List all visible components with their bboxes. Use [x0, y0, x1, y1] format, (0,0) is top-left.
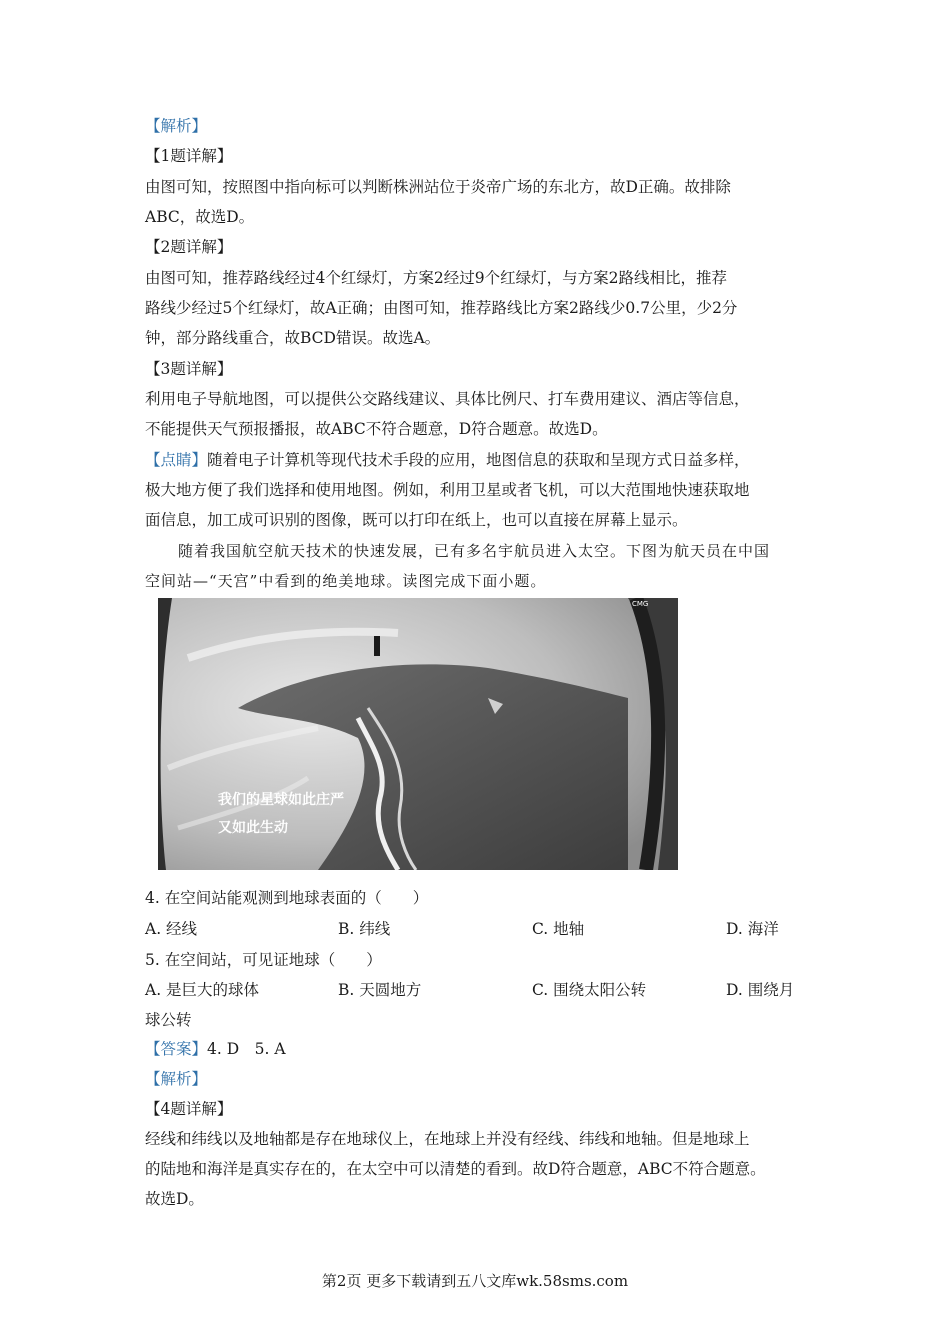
q5-option-a: A. 是巨大的球体 [145, 981, 260, 999]
earth-photo-drawing [158, 598, 678, 870]
earth-from-space-photo [158, 598, 678, 870]
q5-option-d-continued: 球公转 [145, 1011, 192, 1029]
q5-option-c: C. 围绕太阳公转 [532, 981, 647, 999]
q5-option-b: B. 天圆地方 [338, 981, 422, 999]
q1-detail-heading: 【1题详解】 [145, 147, 233, 165]
q2-explanation-line: 由图可知，推荐路线经过4个红绿灯，方案2经过9个红绿灯，与方案2路线相比，推荐 [145, 269, 727, 287]
answer-line [145, 1039, 286, 1059]
tip-line: 面信息，加工成可识别的图像，既可以打印在纸上，也可以直接在屏幕上显示。 [145, 511, 688, 529]
photo-caption-line-2: 又如此生动 [218, 820, 288, 836]
page-footer: 第2页 更多下载请到五八文库wk.58sms.com [321, 1272, 629, 1290]
q2-detail-heading: 【2题详解】 [145, 238, 233, 256]
tip-tag: 【点睛】 [145, 451, 208, 469]
section-1-analysis-heading: 【解析】 [145, 117, 208, 135]
q4-explanation-line: 经线和纬线以及地轴都是存在地球仪上，在地球上并没有经线、纬线和地轴。但是地球上 [145, 1130, 750, 1148]
q1-explanation-line: ABC，故选D。 [145, 208, 255, 226]
intro-line: 空间站—“天宫”中看到的绝美地球。读图完成下面小题。 [145, 572, 547, 590]
q3-explanation-line: 利用电子导航地图，可以提供公交路线建议、具体比例尺、打车费用建议、酒店等信息， [145, 390, 750, 408]
q4-explanation-line: 故选D。 [145, 1190, 204, 1208]
q4-option-b: B. 纬线 [338, 920, 391, 938]
photo-caption-line-1: 我们的星球如此庄严 [218, 792, 344, 808]
q2-explanation-line: 钟，部分路线重合，故BCD错误。故选A。 [145, 329, 441, 347]
tip-line: 极大地方便了我们选择和使用地图。例如，利用卫星或者飞机，可以大范围地快速获取地 [145, 481, 750, 499]
q4-stem: 4. 在空间站能观测到地球表面的（ ） [145, 889, 429, 907]
q4-explanation-line: 的陆地和海洋是真实存在的，在太空中可以清楚的看到。故D符合题意，ABC不符合题意。 [145, 1160, 766, 1178]
answer-tag: 【答案】 [145, 1040, 208, 1058]
section-2-analysis-heading: 【解析】 [145, 1070, 208, 1088]
q4-detail-heading: 【4题详解】 [145, 1100, 233, 1118]
q3-explanation-line: 不能提供天气预报播报，故ABC不符合题意，D符合题意。故选D。 [145, 420, 608, 438]
answer-text: 4. D 5. A [207, 1040, 286, 1058]
intro-line: 随着我国航空航天技术的快速发展，已有多名宇航员进入太空。下图为航天员在中国 [178, 542, 771, 560]
q1-explanation-line: 由图可知，按照图中指向标可以判断株洲站位于炎帝广场的东北方，故D正确。故排除 [145, 178, 731, 196]
tip-paragraph [145, 450, 750, 470]
q4-option-c: C. 地轴 [532, 920, 585, 938]
q3-detail-heading: 【3题详解】 [145, 360, 233, 378]
photo-corner-mark: CMG [632, 600, 649, 608]
q2-explanation-line: 路线少经过5个红绿灯，故A正确；由图可知，推荐路线比方案2路线少0.7公里，少2分 [145, 299, 738, 317]
tip-text: 随着电子计算机等现代技术手段的应用，地图信息的获取和呈现方式日益多样， [207, 451, 750, 469]
q4-option-a: A. 经线 [145, 920, 198, 938]
q5-stem: 5. 在空间站，可见证地球（ ） [145, 951, 382, 969]
q4-option-d: D. 海洋 [726, 920, 779, 938]
q5-option-d: D. 围绕月 [726, 981, 795, 999]
